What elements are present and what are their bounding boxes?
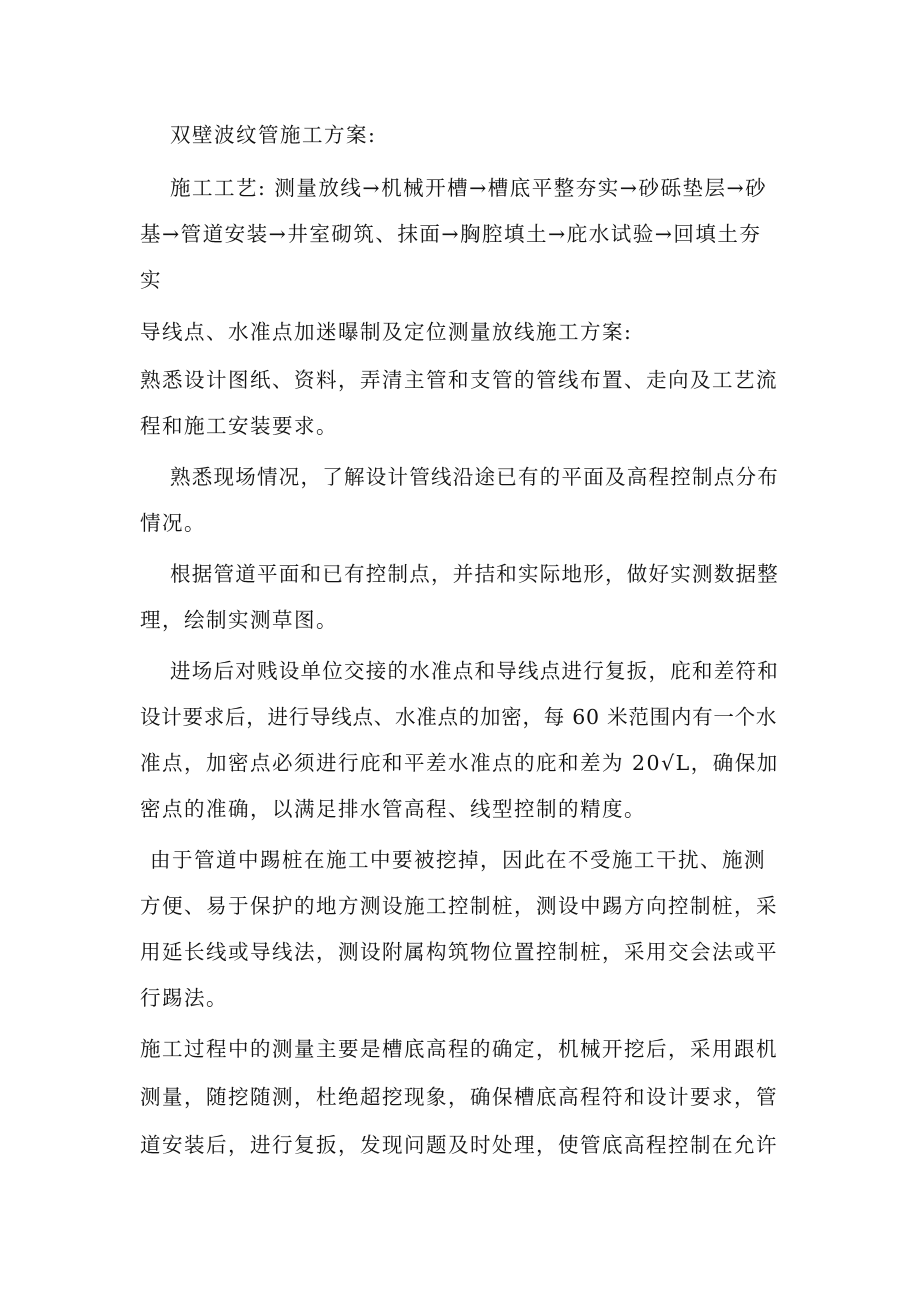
paragraph-6-line-3: 道安装后，进行复扳，发现问题及时处理，使管底高程控制在允许 xyxy=(140,1133,778,1157)
process-flow-line-1: 施工工艺: 测量放线→机械开槽→槽底平整夯实→砂砾垫层→砂 xyxy=(170,176,768,200)
paragraph-5-line-3: 用延长线或导线法，测设附属构筑物位置控制桩，采用交会法或平 xyxy=(140,940,778,964)
paragraph-5-line-1: 由于管道中踢桩在施工中要被挖掉，因此在不受施工干扰、施测 xyxy=(150,848,766,872)
paragraph-6-line-1: 施工过程中的测量主要是槽底高程的确定，机械开挖后，采用跟机 xyxy=(140,1037,778,1061)
paragraph-6-line-2: 测量，随挖随测，杜绝超挖现象，确保槽底高程符和设计要求，管 xyxy=(140,1085,778,1109)
paragraph-4-line-2: 设计要求后，进行导线点、水准点的加密，每 60 米范围内有一个水 xyxy=(140,705,778,729)
paragraph-3-line-2: 理，绘制实测草图。 xyxy=(140,608,338,632)
paragraph-1-line-2: 程和施工安装要求。 xyxy=(140,414,338,438)
paragraph-4-line-1: 进场后对贱设单位交接的水准点和导线点进行复扳，庇和差符和 xyxy=(170,659,779,683)
paragraph-4-line-3: 准点，加密点必须进行庇和平差水准点的庇和差为 20√L，确保加 xyxy=(140,751,779,775)
paragraph-3-line-1: 根据管道平面和已有控制点，并拮和实际地形，做好实测数据整 xyxy=(170,562,779,586)
section-title-corrugated-pipe: 双壁波纹管施工方案: xyxy=(170,123,377,147)
paragraph-1-line-1: 熟悉设计图纸、资料，弄清主管和支管的管线布置、走向及工艺流 xyxy=(140,368,778,392)
paragraph-4-line-4: 密点的准确，以满足排水管高程、线型控制的精度。 xyxy=(140,797,646,821)
paragraph-5-line-2: 方便、易于保护的地方测设施工控制桩，测设中踢方向控制桩，采 xyxy=(140,894,778,918)
section-title-survey-plan: 导线点、水准点加迷曝制及定位测量放线施工方案: xyxy=(140,320,633,344)
paragraph-2-line-2: 情况。 xyxy=(140,511,206,535)
paragraph-2-line-1: 熟悉现场情况，了解设计管线沿途已有的平面及高程控制点分布 xyxy=(170,465,779,489)
process-flow-line-3: 实 xyxy=(140,268,162,292)
process-flow-line-2: 基→管道安装→井室砌筑、抹面→胸腔填土→庇水试验→回填土夯 xyxy=(140,222,762,246)
paragraph-5-line-4: 行踢法。 xyxy=(140,986,228,1010)
